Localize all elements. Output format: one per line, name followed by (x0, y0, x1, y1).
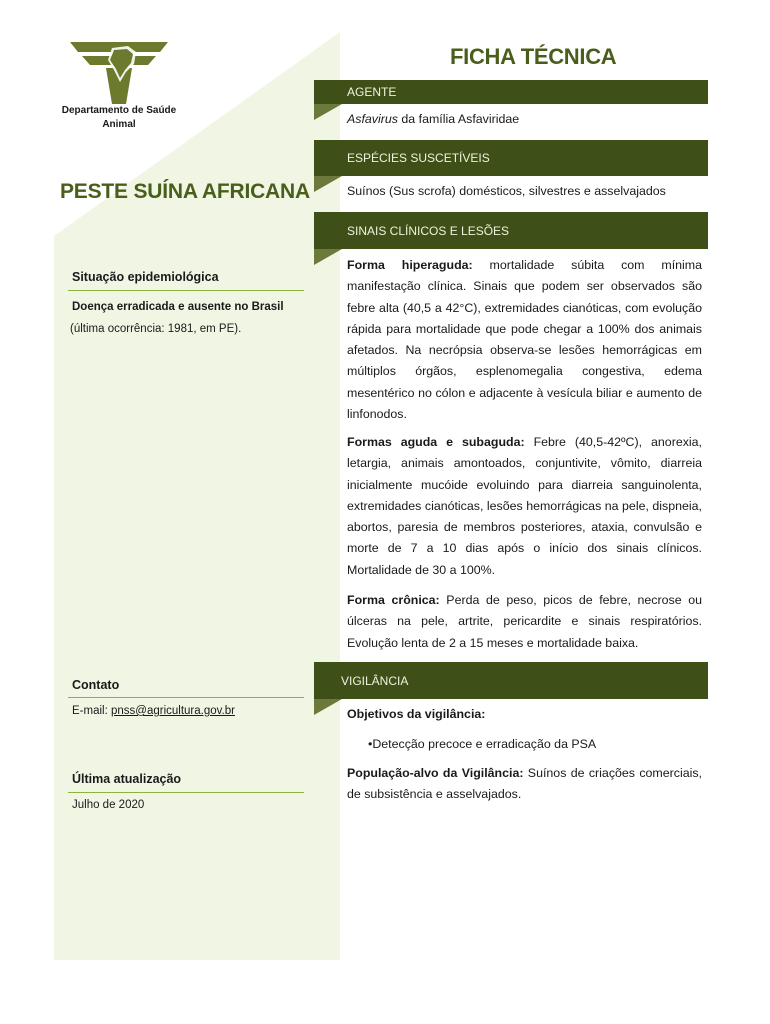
objective-list-item (368, 737, 596, 751)
signs-acute (347, 432, 702, 581)
agent-section-header (314, 80, 708, 104)
species-section-header (314, 140, 708, 176)
acute-text: Febre (40,5-42ºC), anorexia, letargia, animais amontoados, conjuntivite, vômito, diarreia inicialmente mucóide evoluindo para diarreia sanguinolenta, extremidades cianóticas, lesões hemorrágicas na pele, dispneia, abortos, paresia de membros posteriores, ataxia, convulsão e morte de 7 a 10 dias após o início dos sinais clínicos. Mortalidade de 30 a 100%. (347, 435, 702, 577)
hyperacute-label: Forma hiperaguda: (347, 258, 473, 272)
hyperacute-text: mortalidade súbita com mínima manifestação clínica. Sinais que podem ser observados são febre alta (40,5 a 42°C), extremidades cianóticas, com evolução rápida para mortalidade que pode chegar a 100% dos animais afetados. Na necrópsia observa-se lesões hemorrágicas em múltiplos órgãos, esplenomegalia congestiva, edema mesentérico no cólon e adjacente à vesícula biliar e aumento de linfonodos. (347, 258, 702, 422)
signs-header-text: SINAIS CLÍNICOS E LESÕES (347, 223, 510, 238)
objectives-label: Objetivos da vigilância: (347, 707, 486, 721)
agent-header-text: AGENTE (347, 85, 397, 99)
signs-header-triangle (314, 249, 342, 265)
agent-genus: Asfavirus (347, 112, 398, 126)
situation-note: (última ocorrência: 1981, em PE). (70, 323, 242, 335)
update-label: Última atualização (72, 772, 182, 786)
species-text: Suínos (Sus scrofa) domésticos, silvestres e asselvajados (347, 184, 666, 198)
department-name: Departamento de Saúde Animal (61, 105, 177, 130)
species-header-triangle (314, 176, 342, 192)
email-link[interactable]: pnss@agricultura.gov.br (110, 705, 235, 717)
situation-divider (68, 290, 304, 291)
disease-title: PESTE SUÍNA AFRICANA (60, 180, 310, 203)
surveillance-section-header (314, 662, 708, 699)
ministry-logo (70, 42, 168, 104)
target-population (347, 763, 702, 806)
contact-label: Contato (72, 678, 120, 692)
surveillance-header-text: VIGILÂNCIA (341, 673, 409, 688)
target-text: Suínos de criações comerciais, de subsistência e asselvajados. (347, 766, 702, 802)
agent-family: da família Asfaviridae (397, 112, 520, 126)
signs-section-header (314, 212, 708, 249)
agent-text (347, 112, 702, 126)
contact-divider (68, 697, 304, 698)
acute-label: Formas aguda e subaguda: (347, 435, 525, 449)
bullet-icon: • (368, 737, 373, 751)
update-divider (68, 792, 304, 793)
page-title: FICHA TÉCNICA (450, 44, 617, 69)
target-label: População-alvo da Vigilância: (347, 766, 524, 780)
objective-text: Detecção precoce e erradicação da PSA (372, 737, 597, 751)
agent-header-triangle (314, 104, 342, 120)
contact-email-line (72, 705, 235, 717)
signs-hyperacute (347, 255, 702, 425)
situation-label: Situação epidemiológica (72, 270, 219, 284)
update-date: Julho de 2020 (72, 799, 145, 811)
situation-status: Doença erradicada e ausente no Brasil (72, 301, 284, 313)
email-prefix: E-mail: (72, 705, 111, 717)
chronic-text: Perda de peso, picos de febre, necrose ou úlceras na pele, artrite, pericardite e sinais respiratórios. Evolução lenta de 2 a 15 meses e mortalidade baixa. (347, 593, 703, 650)
surveillance-header-triangle (314, 699, 342, 715)
chronic-label: Forma crônica: (347, 593, 440, 607)
species-header-text: ESPÉCIES SUSCETÍVEIS (347, 151, 490, 165)
signs-chronic (347, 590, 702, 654)
